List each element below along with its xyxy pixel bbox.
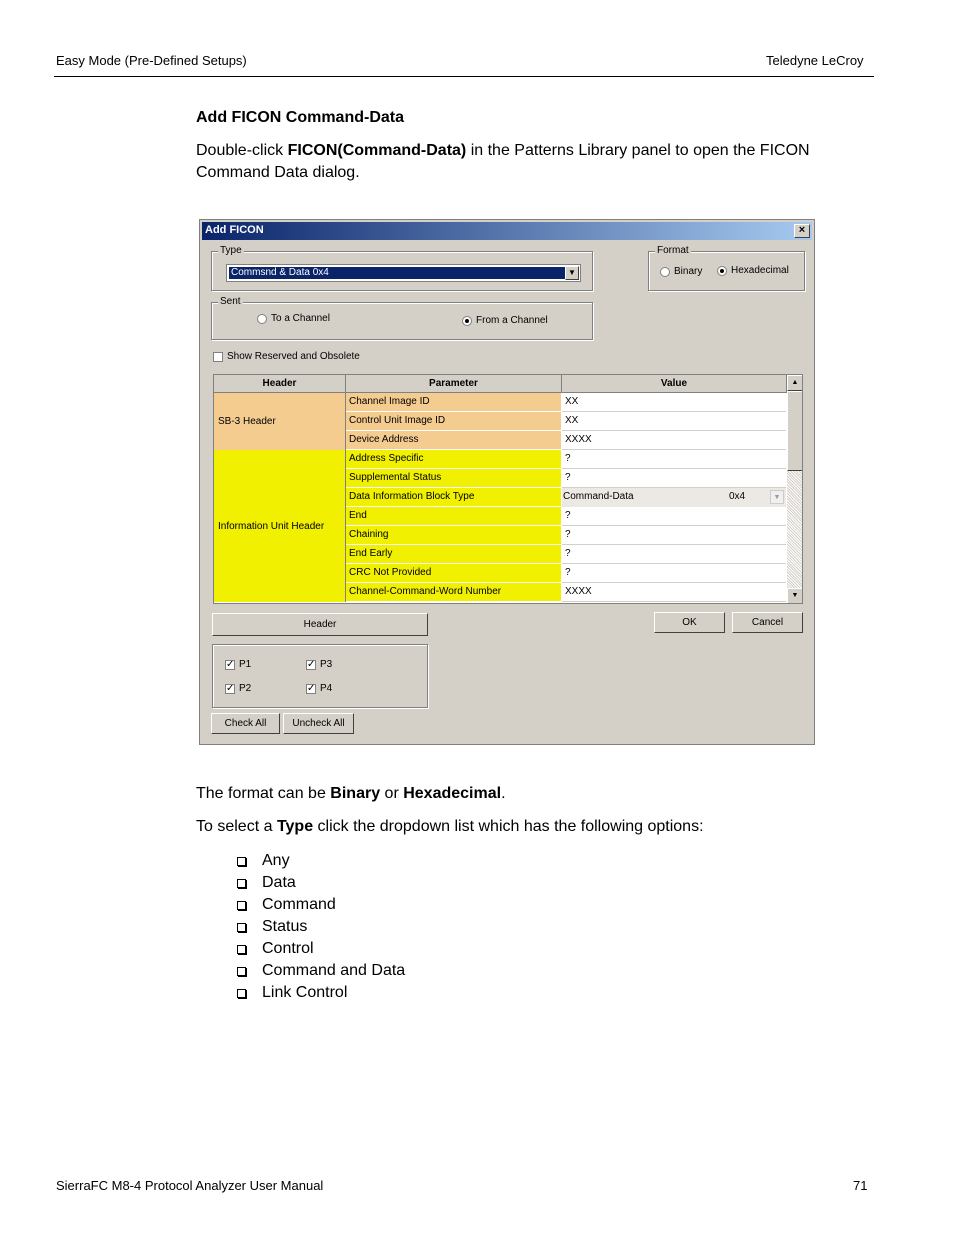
- sent-group-label: Sent: [220, 296, 241, 307]
- list-item: [237, 916, 405, 938]
- type-paragraph: [196, 816, 704, 838]
- close-icon[interactable]: ×: [794, 224, 810, 238]
- add-ficon-dialog: [199, 219, 815, 745]
- scroll-thumb[interactable]: [787, 391, 803, 471]
- dialog-title: Add FICON: [205, 224, 264, 236]
- p3-label: P3: [320, 659, 333, 670]
- section-title: Add FICON Command-Data: [196, 109, 404, 126]
- check-icon: ✓: [226, 682, 235, 694]
- list-item-label: Command: [262, 896, 336, 913]
- grid-value-text: Command-Data: [563, 491, 634, 502]
- radio-selected-icon: [717, 266, 727, 276]
- checkbox-bullet-icon: [237, 923, 246, 932]
- grid-col-value[interactable]: Value: [562, 375, 787, 393]
- grid-col-parameter[interactable]: Parameter: [346, 375, 562, 393]
- ok-button[interactable]: OK: [654, 612, 725, 633]
- format-group-label: Format: [657, 245, 689, 256]
- page-header-right: Teledyne LeCroy: [766, 53, 864, 68]
- list-item: [237, 982, 405, 1004]
- checkbox-icon: [213, 352, 223, 362]
- type-dropdown-value: Commsnd & Data 0x4: [229, 267, 565, 279]
- sent-to-channel-label: To a Channel: [271, 313, 330, 324]
- grid-parameter-cell: Chaining: [346, 526, 562, 545]
- type-options-list: [237, 850, 405, 1004]
- check-icon: ✓: [226, 658, 235, 670]
- grid-group-header: Information Unit Header: [214, 450, 346, 602]
- type-group-label: Type: [220, 245, 242, 256]
- checkbox-bullet-icon: [237, 989, 246, 998]
- uncheck-all-button[interactable]: Uncheck All: [283, 713, 354, 734]
- p1-checkbox[interactable]: [225, 659, 251, 670]
- grid-parameter-cell: Device Address: [346, 431, 562, 450]
- grid-parameter-cell: End Early: [346, 545, 562, 564]
- pages-group: [212, 644, 428, 708]
- grid-col-header[interactable]: Header: [214, 375, 346, 393]
- intro-text-post: in the Patterns Library panel to open the FICON Command Data dialog.: [196, 142, 810, 181]
- grid-value-cell[interactable]: XXXX: [562, 583, 786, 602]
- grid-value-cell[interactable]: XXXX: [562, 431, 786, 450]
- list-item: [237, 938, 405, 960]
- list-item-label: Command and Data: [262, 962, 406, 979]
- parameter-grid[interactable]: [213, 374, 803, 604]
- grid-parameter-cell: Control Unit Image ID: [346, 412, 562, 431]
- p1-label: P1: [239, 659, 252, 670]
- format-text-pre: The format can be: [196, 785, 331, 802]
- grid-value-cell[interactable]: ?: [562, 564, 786, 583]
- scroll-up-icon[interactable]: ▲: [787, 375, 803, 391]
- show-reserved-checkbox[interactable]: [213, 351, 360, 362]
- format-text-mid: or: [380, 785, 404, 802]
- grid-scrollbar[interactable]: [787, 375, 803, 604]
- sent-from-channel-radio[interactable]: [462, 315, 548, 326]
- list-item: [237, 960, 405, 982]
- p4-checkbox[interactable]: [306, 683, 332, 694]
- list-item-label: Any: [262, 852, 290, 869]
- grid-value-cell[interactable]: ?: [562, 469, 786, 488]
- format-text-binary: Binary: [330, 785, 381, 802]
- format-hexadecimal-radio[interactable]: [717, 265, 789, 276]
- list-item-label: Link Control: [262, 984, 348, 1001]
- check-icon: ✓: [307, 658, 316, 670]
- checkbox-bullet-icon: [237, 945, 246, 954]
- p2-checkbox[interactable]: [225, 683, 251, 694]
- format-binary-label: Binary: [674, 266, 703, 277]
- radio-icon: [257, 314, 267, 324]
- type-text-bold: Type: [276, 818, 314, 835]
- list-item-label: Data: [262, 874, 296, 891]
- chevron-down-icon[interactable]: ▼: [770, 490, 784, 504]
- grid-parameter-cell: End: [346, 507, 562, 526]
- list-item: [237, 850, 405, 872]
- intro-text-bold: FICON(Command-Data): [287, 142, 467, 159]
- grid-value-code: 0x4: [729, 491, 746, 502]
- list-item-label: Control: [262, 940, 314, 957]
- type-text-pre: To select a: [196, 818, 277, 835]
- page-header-left: Easy Mode (Pre-Defined Setups): [56, 53, 247, 68]
- checkbox-bullet-icon: [237, 901, 246, 910]
- show-reserved-label: Show Reserved and Obsolete: [227, 351, 360, 362]
- grid-value-cell[interactable]: ?: [562, 526, 786, 545]
- checkbox-bullet-icon: [237, 879, 246, 888]
- sent-to-channel-radio[interactable]: [257, 313, 330, 324]
- check-all-button[interactable]: Check All: [211, 713, 280, 734]
- dialog-titlebar: [202, 222, 812, 240]
- grid-value-cell[interactable]: XX: [562, 393, 786, 412]
- header-rule: [54, 76, 874, 77]
- intro-paragraph: [196, 140, 856, 184]
- checkbox-bullet-icon: [237, 857, 246, 866]
- type-dropdown[interactable]: [226, 264, 581, 282]
- type-text-post: click the dropdown list which has the following options:: [313, 818, 704, 835]
- list-item: [237, 894, 405, 916]
- footer-page-number: 71: [853, 1178, 868, 1193]
- grid-value-cell[interactable]: ?: [562, 450, 786, 469]
- grid-value-cell[interactable]: ?: [562, 545, 786, 564]
- format-text-hex: Hexadecimal: [403, 785, 502, 802]
- grid-group-header: SB-3 Header: [214, 393, 346, 450]
- footer-manual-title: SierraFC M8-4 Protocol Analyzer User Manual: [56, 1178, 324, 1193]
- list-item-label: Status: [262, 918, 308, 935]
- grid-value-cell[interactable]: ?: [562, 507, 786, 526]
- grid-parameter-cell: Address Specific: [346, 450, 562, 469]
- format-text-post: .: [501, 785, 506, 802]
- sent-from-channel-label: From a Channel: [476, 315, 548, 326]
- format-binary-radio[interactable]: [660, 266, 702, 277]
- scroll-down-icon[interactable]: ▼: [787, 588, 803, 604]
- grid-parameter-cell: Data Information Block Type: [346, 488, 562, 507]
- check-icon: ✓: [307, 682, 316, 694]
- grid-parameter-cell: Channel-Command-Word Number: [346, 583, 562, 602]
- chevron-down-icon[interactable]: ▼: [565, 266, 579, 280]
- p3-checkbox[interactable]: [306, 659, 332, 670]
- radio-icon: [660, 267, 670, 277]
- p2-label: P2: [239, 683, 252, 694]
- radio-selected-icon: [462, 316, 472, 326]
- checkbox-bullet-icon: [237, 967, 246, 976]
- grid-parameter-cell: Channel Image ID: [346, 393, 562, 412]
- grid-value-dropdown[interactable]: [562, 488, 786, 507]
- p4-label: P4: [320, 683, 333, 694]
- grid-value-cell[interactable]: XX: [562, 412, 786, 431]
- intro-text-pre: Double-click: [196, 142, 288, 159]
- cancel-button[interactable]: Cancel: [732, 612, 803, 633]
- format-hexadecimal-label: Hexadecimal: [731, 265, 789, 276]
- grid-parameter-cell: Supplemental Status: [346, 469, 562, 488]
- format-paragraph: [196, 783, 506, 805]
- grid-parameter-cell: CRC Not Provided: [346, 564, 562, 583]
- list-item: [237, 872, 405, 894]
- header-button[interactable]: Header: [212, 613, 428, 636]
